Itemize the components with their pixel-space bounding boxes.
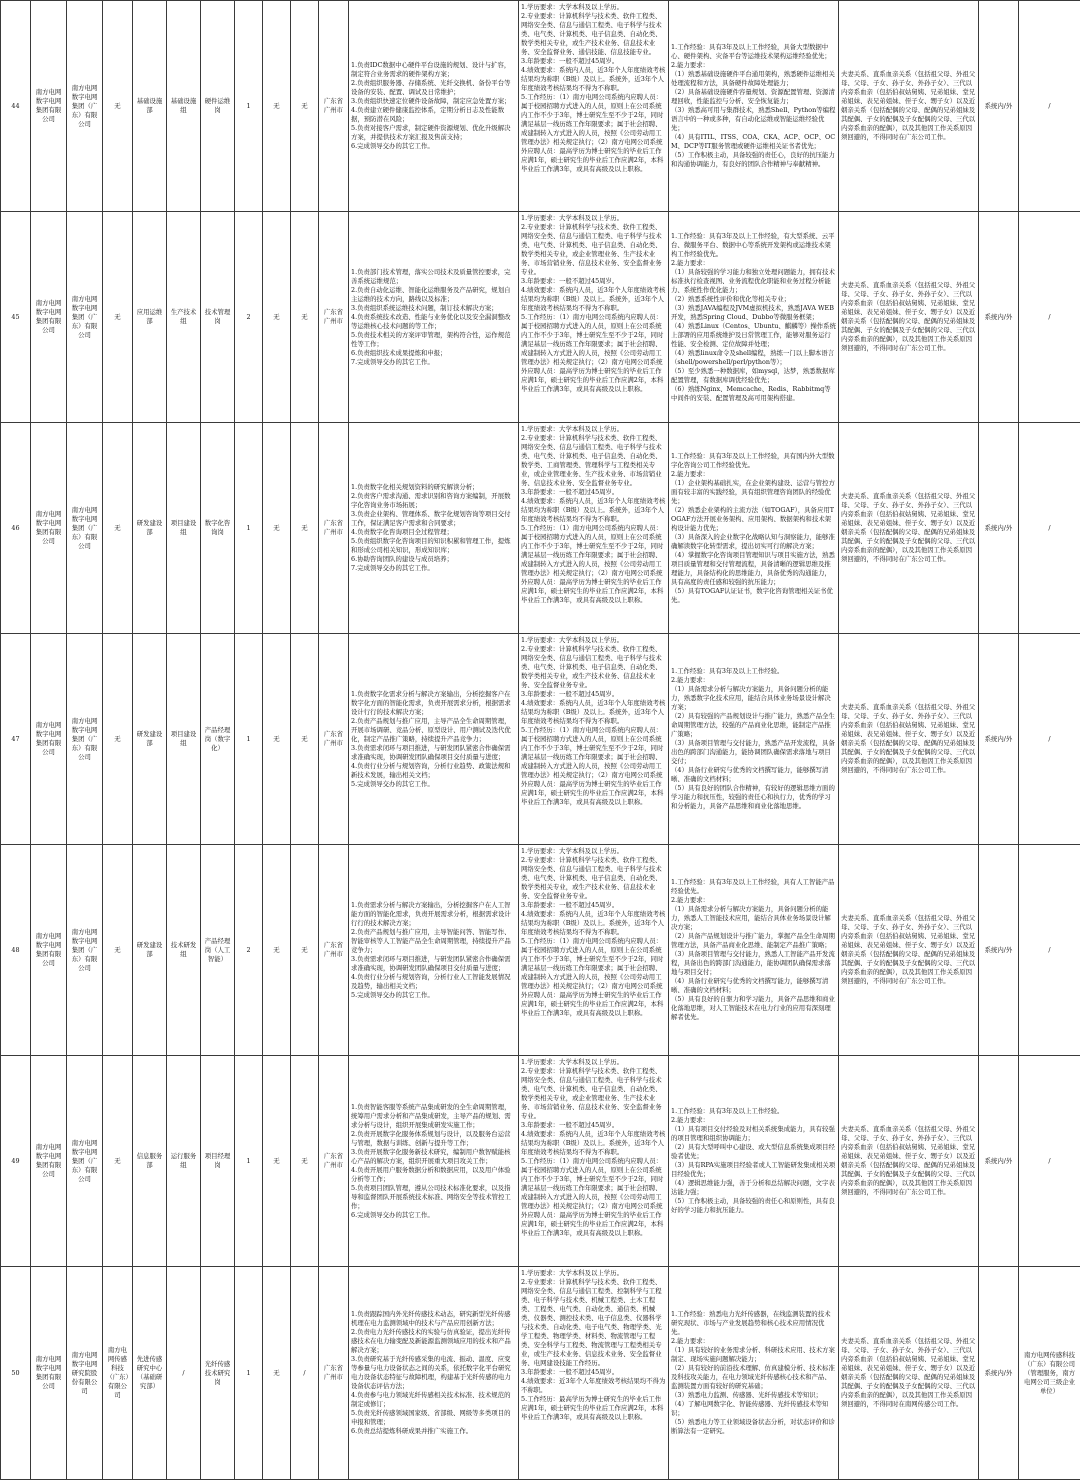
relation-cell: 夫妻关系、直系血亲关系（包括祖父母、外祖父母、父母、子女、孙子女、外孙子女）、三代以内旁系血亲（包括伯叔姑舅姨、兄弟姐妹、堂兄弟姐妹、表兄弟姐妹、侄子女、甥子女）以及近姻亲关系（包括配偶的父母、配偶的兄弟姐妹及其配偶、子女的配偶及子女配偶的父母、三代以内旁系血亲的配偶），以及其他因工作关系原因须回避的，不得同时在广东公司工作。 [839, 1, 979, 212]
field-b-cell: 无 [291, 1, 319, 212]
headcount-cell: 1 [235, 423, 263, 634]
row-number: 50 [1, 1267, 31, 1480]
table-row [1, 845, 1080, 1056]
row-number: 47 [1, 634, 31, 845]
field-b-cell: 无 [291, 212, 319, 423]
scope-cell: 系统内/外 [979, 1267, 1019, 1480]
relation-cell: 夫妻关系、直系血亲关系（包括祖父母、外祖父母、父母、子女、孙子女、外孙子女）、三代以内旁系血亲（包括伯叔姑舅姨、兄弟姐妹、堂兄弟姐妹、表兄弟姐妹、侄子女、甥子女）以及近姻亲关系（包括配偶的父母、配偶的兄弟姐妹及其配偶、子女的配偶及子女配偶的父母、三代以内旁系血亲的配偶），以及其他因工作关系原因须回避的，不得同时在广东公司工作。 [839, 1056, 979, 1267]
duty-cell: 1.负责数字化相关规划资料的研究解读分析； 2.负责客户需求沟通、需求识别和咨询方案编制，开展数字化咨询业务市场拓展； 3.负责企业架构、管理体系、数字化规划咨询等项目交付工作，保证满足客户需求和合同要求； 4.负责数字化咨询项目全过程管理； 5.负责组织数字化咨询项目的知识积累和管理工作，提炼和形成公司相关知识，形成知识库； 6.协助咨询团队的建设与成员培养； 7.完成领导交办的其它工作。 [349, 423, 519, 634]
group-cell: 项目建设组 [167, 423, 201, 634]
field-a-cell: 无 [263, 634, 291, 845]
company-cell: 南方电网数字电网集团有限公司 [31, 1, 67, 212]
experience-cell: 1.工作经验：具有3年及以上工作经验。 2.能力要求： （1）具有项目交付经验及对相关系统集成能力，具有较强的项目管理和组织协调能力； （2）具有大型呼叫中心建设、或大型信息系统集成项目经验者优先； （3）具有RPA实施项目经验者或人工智能研发集成相关项目经验优先； （4）逻辑思维能力强，善于分析和总结解决问题，文字表达能力强； （5）工作积极主动，具备较强的责任心和原则性，具有良好的学习能力和抗压能力。 [669, 1056, 839, 1267]
requirements-cell: 1.学历要求：大学本科及以上学历。 2.专业要求：计算机科学与技术类、软件工程类、网络安全类、信息与通信工程类、电子科学与技术类、电气类、计算机类、电子信息类、自动化类、数学类相关专业，或生产技术业务、信息技术业务、安全监督业务专业。 3.年龄要求：一般不超过45周岁。 4.绩效要求：系统内人员，近3年个人年度绩效考核结果均为称职（B级）及以上。系统外，近3年个人年度绩效考核结果均不得为不称职。 5.工作经历：（1）南方电网公司系统内应聘人员：属于校园招聘方式进入的人员，原则上在公司系统内工作不少于3年，博士研究生至不少于2年，同时满足基层一线历练工作年限要求；属于社会招聘、成建制转入方式进入的人员，按照《公司劳动用工管理办法》相关规定执行；（2）南方电网公司系统外应聘人员：最高学历为博士研究生的毕业后工作应满1年，硕士研究生的毕业后工作应满2年，本科毕业后工作满3年，或具有高级及以上职称。 [519, 634, 669, 845]
requirements-cell: 1.学历要求：大学本科及以上学历。 2.专业要求：计算机科学与技术类、软件工程类、网络安全类、信息与通信工程类、控制科学与工程类、电子科学与技术类、机械工程类、土木工程类、工程类、电气类、自动化类、通信类、机械类、仪器类、测控技术类、电子信息类、仪器科学与技术类、自动化类、电子电气类、物理学类、光学工程类、物理学类、材料类、物流管理与工程类、安全科学与工程类、物流管理与工程类相关专业，或生产技术业务、信息技术业务、安全监督业务、电网建设技能工作经历。 3.年龄要求：一般不超过45周岁。 4.绩效要求：近3年个人年度绩效考核结果均不得为不称职。 5.工作经历：最高学历为博士研究生的毕业后工作应满1年，硕士研究生的毕业后工作应满2年，本科毕业后工作满3年，或具有高级及以上职称。 [519, 1267, 669, 1480]
department-cell: 研发建设部 [133, 634, 167, 845]
relation-cell: 夫妻关系、直系血亲关系（包括祖父母、外祖父母、父母、子女、孙子女、外孙子女）、三代以内旁系血亲（包括伯叔姑舅姨、兄弟姐妹、堂兄弟姐妹、表兄弟姐妹、侄子女、甥子女）以及近姻亲关系（包括配偶的父母、配偶的兄弟姐妹及其配偶、子女的配偶及子女配偶的父母、三代以内旁系血亲的配偶），以及其他因工作关系原因须回避的，不得同时在广东公司工作。 [839, 423, 979, 634]
unit-cell: 南方电网数字电网集团（广东）有限公司 [67, 634, 103, 845]
note-cell: / [1019, 1, 1080, 212]
experience-cell: 1.工作经验：熟悉电力光纤传感器，在线监测装置的技术研究现状、市场与产业发展趋势和核心技术应用情况优先。 2.能力要求： （1）具有较好的业务需求分析、科研技术应用、技术方案制定、现场实施问题解决能力； （2）具有较好的前沿技术理解、仿真建模分析、技术标准及科技攻关能力，在电力领域光纤传感核心技术和产品、监测装置方面有较好的研究基础； （3）熟悉电力监测、传感器、光纤传感技术等知识； （4）了解电网数字化、智能传感器、光纤传感技术等知识； （5）熟悉电力等工业领域设备状态分析，对状态评价和诊断算法有一定研究。 [669, 1267, 839, 1480]
field-b-cell: 无 [291, 423, 319, 634]
sub-unit-cell: 无 [103, 634, 133, 845]
post-cell: 硬件运维岗 [201, 1, 235, 212]
department-cell: 研发建设部 [133, 845, 167, 1056]
note-cell: 南方电网传感科技（广东）有限公司（管理服务，南方电网公司三级企业单位） [1019, 1267, 1080, 1480]
field-a-cell: 无 [263, 212, 291, 423]
duty-cell: 1.负责数字化需求分析与解决方案输出，分析挖掘客户在数字化方面的智能化需求，负责开展需求分析，根据需求设计行行的技术解决方案； 2.负责产品规划与推广应用，主导产品全生命周期管理，开展市场调研、竞品分析、原型设计、用户测试及迭代优化，制定产品推广策略，持续提升产品竞争力； 3.负责需求闭环与项目推进，与研发团队紧密合作确保需求准确实现，协调研发团队确保项目交付质量与进度； 4.负责行业分析与规划咨询，分析行业趋势、政策法规和新技术发展，输出相关文档； 5.完成领导交办的其它工作。 [349, 634, 519, 845]
experience-cell: 1.工作经验：具有3年及以上工作经验，具备大型数据中心、硬件架构、灾备平台等运维技术架构运维经验优先； 2.能力要求： （1）熟悉基础设施硬件平台通用架构，熟悉硬件运维相关处理流程和方法，具备硬件故障处理能力； （2）具备基础设施硬件容量规划、资源配置管理、资源清理回收，性能监控与分析、安全恢复能力； （3）熟悉高可用与集群技术，熟悉Shell、Python等编程语言中的一种或多种，有自动化运维或智能运维经验优先； （4）具有ITIL、ITSS、COA、CKA、ACP、OCP、OCM、DCP等IT服务管理或硬件运维相关证书者优先； （5）工作积极主动，具备较强的责任心，良好的抗压能力和沟通协调能力，有良好的团队合作精神与奉献精神。 [669, 1, 839, 212]
company-cell: 南方电网数字电网集团有限公司 [31, 423, 67, 634]
requirements-cell: 1.学历要求：大学本科及以上学历。 2.专业要求：计算机科学与技术类、软件工程类、网络安全类、信息与通信工程类、电子科学与技术类、电气类、计算机类、电子信息类、自动化类、数学类相关专业，或生产技术业务、信息技术业务、安全监督业务、通信技能、信息技能专业。 3.年龄要求：一般不超过45周岁。 4.绩效要求：系统内人员，近3年个人年度绩效考核结果均为称职（B级）及以上。系统外，近3年个人年度绩效考核结果均不得为不称职。 5.工作经历：（1）南方电网公司系统内应聘人员：属于校园招聘方式进入的人员，原则上在公司系统内工作不少于3年，博士研究生至不少于2年，同时满足基层一线历练工作年限要求；属于社会招聘、成建制转入方式进入的人员，按照《公司劳动用工管理办法》相关规定执行；（2）南方电网公司系统外应聘人员：最高学历为博士研究生的毕业后工作应满1年，硕士研究生的毕业后工作应满2年，本科毕业后工作满3年，或具有高级及以上职称。 [519, 1, 669, 212]
duty-cell: 1.负责IDC数据中心硬件平台设施的规划、设计与扩容，制定符合业务需求的硬件架构方案； 2.负责组织服务器、存储系统、光纤交换机、备份平台等设备的安装、配置、调试及日常维护； 3.负责组织快速定位硬件设备故障，制定应急处置方案； 4.负责建立硬件健康监控体系，定期分析日志及性能数据，预防潜在风险； 5.负责对接客户需求，制定硬件资源规划、优化升级解决方案，并提供技术方案汇报及售前支持； 6.完成领导交办的其它工作。 [349, 1, 519, 212]
table-row [1, 212, 1080, 423]
group-cell: 生产技术组 [167, 212, 201, 423]
note-cell: / [1019, 845, 1080, 1056]
relation-cell: 夫妻关系、直系血亲关系（包括祖父母、外祖父母、父母、子女、孙子女、外孙子女）、三代以内旁系血亲（包括伯叔姑舅姨、兄弟姐妹、堂兄弟姐妹、表兄弟姐妹、侄子女、甥子女）以及近姻亲关系（包括配偶的父母、配偶的兄弟姐妹及其配偶、子女的配偶及子女配偶的父母、三代以内旁系血亲的配偶），以及其他因工作关系原因须回避的，不得同时在广东公司工作。 [839, 845, 979, 1056]
sub-unit-cell: 无 [103, 1, 133, 212]
field-b-cell: 无 [291, 634, 319, 845]
unit-cell: 南方电网数字电网集团（广东）有限公司 [67, 845, 103, 1056]
scope-cell: 系统内/外 [979, 845, 1019, 1056]
row-number: 48 [1, 845, 31, 1056]
requirements-cell: 1.学历要求：大学本科及以上学历。 2.专业要求：计算机科学与技术类、软件工程类、网络安全类、信息与通信工程类、电子科学与技术类、电气类、计算机类、电子信息类、自动化类、数学类相关专业，或企业管理业务、生产技术业务、市场营销业务、信息技术业务、安全监督业务专业。 3.年龄要求：一般不超过45周岁。 4.绩效要求：系统内人员，近3年个人年度绩效考核结果均为称职（B级）及以上。系统外，近3年个人年度绩效考核结果均不得为不称职。 5.工作经历：（1）南方电网公司系统内应聘人员：属于校园招聘方式进入的人员，原则上在公司系统内工作不少于3年，博士研究生至不少于2年，同时满足基层一线历练工作年限要求；属于社会招聘、成建制转入方式进入的人员，按照《公司劳动用工管理办法》相关规定执行；（2）南方电网公司系统外应聘人员：最高学历为博士研究生的毕业后工作应满1年，硕士研究生的毕业后工作应满2年，本科毕业后工作满3年，或具有高级及以上职称。 [519, 1056, 669, 1267]
relation-cell: 夫妻关系、直系血亲关系（包括祖父母、外祖父母、父母、子女、孙子女、外孙子女）、三代以内旁系血亲（包括伯叔姑舅姨、兄弟姐妹、堂兄弟姐妹、表兄弟姐妹、侄子女、甥子女）以及近姻亲关系（包括配偶的父母、配偶的兄弟姐妹及其配偶、子女的配偶及子女配偶的父母、三代以内旁系血亲的配偶），以及其他因工作关系原因须回避的，不得同时在南网传感公司工作。 [839, 1267, 979, 1480]
department-cell: 应用运维部 [133, 212, 167, 423]
headcount-cell: 1 [235, 1, 263, 212]
requirements-cell: 1.学历要求：大学本科及以上学历。 2.专业要求：计算机科学与技术类、软件工程类、网络安全类、信息与通信工程类、电子科学与技术类、电气类、计算机类、电子信息类、自动化类、数学类、工商管理类、管理科学与工程类相关专业，或企业管理业务、生产技术业务、市场营销业务、信息技术业务、安全监督业务专业。 3.年龄要求：一般不超过45周岁。 4.绩效要求：系统内人员，近3年个人年度绩效考核结果均为称职（B级）及以上。系统外，近3年个人年度绩效考核结果均不得为不称职。 5.工作经历：（1）南方电网公司系统内应聘人员：属于校园招聘方式进入的人员，原则上在公司系统内工作不少于3年，博士研究生至不少于2年，同时满足基层一线历练工作年限要求；属于社会招聘、成建制转入方式进入的人员，按照《公司劳动用工管理办法》相关规定执行；（2）南方电网公司系统外应聘人员：最高学历为博士研究生的毕业后工作应满1年，硕士研究生的毕业后工作应满2年，本科毕业后工作满3年，或具有高级及以上职称。 [519, 423, 669, 634]
department-cell: 先进传感研究中心（基础研究部） [133, 1267, 167, 1480]
group-cell: 技术研发组 [167, 845, 201, 1056]
department-cell: 研发建设部 [133, 423, 167, 634]
post-cell: 数字化咨询岗 [201, 423, 235, 634]
unit-cell: 南方电网数字电网集团（广东）有限公司 [67, 212, 103, 423]
scope-cell: 系统内/外 [979, 1056, 1019, 1267]
location-cell: 广东省广州市 [319, 845, 349, 1056]
field-b-cell: 无 [291, 1056, 319, 1267]
group-cell: 项目建设组 [167, 634, 201, 845]
note-cell: / [1019, 423, 1080, 634]
sub-unit-cell: 无 [103, 423, 133, 634]
scope-cell: 系统内/外 [979, 1, 1019, 212]
row-number: 49 [1, 1056, 31, 1267]
sub-unit-cell: 无 [103, 1056, 133, 1267]
row-number: 45 [1, 212, 31, 423]
note-cell: / [1019, 1056, 1080, 1267]
field-a-cell: 无 [263, 423, 291, 634]
location-cell: 广东省广州市 [319, 423, 349, 634]
experience-cell: 1.工作经验：具有3年及以上工作经验，有大型系统、云平台、微服务平台、数据中心等系统开发架构或运维技术架构工作经验优先。 2.能力要求： （1）具备较强的学习能力和独立处理问题能力，拥有技术标准执行检查视图、业务流程优化职能和业务过程分析能力、系统性作优化能力； （2）熟悉系统性评价和优化等相关专业； （3）熟悉JAVA编程及JVM虚拟机技术，熟悉JAVA WEB开发，熟悉Spring Cloud、Dubbo等微服务框架； （4）熟悉Linux（Centos、Ubuntu、麒麟等）操作系统上部署的应用系统维护及日常管理工作，能够对服务运行性能、安全检测、定位故障并处理； （4）熟悉linux命令及shell编程，熟练一门以上脚本语言（shell/powershell/perl/python等）； （5）至少熟悉一种数据库，如mysql，达梦，熟悉数据库配置管理，有数据库调优经验优先； （6）熟练Nginx、Memcache、Redis、Rabbitmq等中间件的安装、配置管理及高可用架构搭建。 [669, 212, 839, 423]
location-cell: 广东省广州市 [319, 634, 349, 845]
duty-cell: 1.负责部门技术管理，落实公司技术及质量管控要求，完善系统运维规范； 2.负责自动化运维、智能化运维服务及产品研究，规划自主运维的技术方向，路线以及标准； 3.负责组织系统运维技术问题，制订技术解决方案； 4.负责系统技术改造、性能与业务优化以及安全漏洞整改等运维核心技术问题的等工作； 5.负责技术相关的方案评审管理，架构符合性，运作规范性等工作； 6.负责组织技术成果提炼和申报； 7.完成领导交办的其它工作。 [349, 212, 519, 423]
duty-cell: 1.负责需求分析与解决方案输出，分析挖掘客户在人工智能方面的智能化需求，负责开展需求分析，根据需求设计行行的技术解决方案； 2.负责产品规划与推广应用，主导智能问答、智能写作、智能审核等人工智能产品全生命周期管理，持续提升产品竞争力； 3.负责需求闭环与项目推进，与研发团队紧密合作确保需求准确实现，协调研发团队确保项目交付质量与进度； 4.负责行业分析与规划咨询，分析行业人工智能发展情况及趋势，输出相关文档； 5.完成领导交办的其它工作。 [349, 845, 519, 1056]
note-cell: / [1019, 212, 1080, 423]
location-cell: 广东省广州市 [319, 1, 349, 212]
requirements-cell: 1.学历要求：大学本科及以上学历。 2.专业要求：计算机科学与技术类、软件工程类、网络安全类、信息与通信工程类、电子科学与技术类、电气类、计算机类、电子信息类、自动化类、数学类相关专业，或生产技术业务、信息技术业务、安全监督业务专业。 3.年龄要求：一般不超过45周岁。 4.绩效要求：系统内人员，近3年个人年度绩效考核结果均为称职（B级）及以上。系统外，近3年个人年度绩效考核结果均不得为不称职。 5.工作经历：（1）南方电网公司系统内应聘人员：属于校园招聘方式进入的人员，原则上在公司系统内工作不少于3年，博士研究生至不少于2年，同时满足基层一线历练工作年限要求；属于社会招聘、成建制转入方式进入的人员，按照《公司劳动用工管理办法》相关规定执行；（2）南方电网公司系统外应聘人员：最高学历为博士研究生的毕业后工作应满1年，硕士研究生的毕业后工作应满2年，本科毕业后工作满3年，或具有高级及以上职称。 [519, 845, 669, 1056]
location-cell: 广东省广州市 [319, 1267, 349, 1480]
location-cell: 广东省广州市 [319, 1056, 349, 1267]
headcount-cell: 2 [235, 845, 263, 1056]
company-cell: 南方电网数字电网集团有限公司 [31, 212, 67, 423]
row-number: 44 [1, 1, 31, 212]
field-a-cell: 无 [263, 845, 291, 1056]
scope-cell: 系统内/外 [979, 423, 1019, 634]
field-b-cell: / [291, 1267, 319, 1480]
company-cell: 南方电网数字电网集团有限公司 [31, 1267, 67, 1480]
department-cell: 信息服务部 [133, 1056, 167, 1267]
group-cell: 运行服务组 [167, 1056, 201, 1267]
sub-unit-cell: 无 [103, 845, 133, 1056]
unit-cell: 南方电网数字电网集团（广东）有限公司 [67, 1, 103, 212]
sub-unit-cell: 无 [103, 212, 133, 423]
headcount-cell: 1 [235, 1267, 263, 1480]
post-cell: 产品经理岗（数字化） [201, 634, 235, 845]
company-cell: 南方电网数字电网集团有限公司 [31, 1056, 67, 1267]
post-cell: 技术管理岗 [201, 212, 235, 423]
post-cell: 产品经理岗（人工智能） [201, 845, 235, 1056]
experience-cell: 1.工作经验：具有3年及以上工作经验，具有人工智能产品经验优先。 2.能力要求： （1）具备需求分析与解决方案能力，具备问题分析的能力，熟悉人工智能技术应用，能结合具体业务场景设计解决方案； （2）具备产品规划设计与推广能力，掌握产品全生命周期管理方法，具备产品商业化思维、能制定产品推广策略； （3）具备项目管理与交付能力，熟悉人工智能产品开发流程，具备出色的跨部门沟通能力，能协调团队确保需求落地与项目交付； （4）具备行业研究与优秀的文档撰写能力，能够撰写清晰、准确的文档材料； （5）具有良好的自驱力和学习能力，具备产品思维和商业化落地思维，对人工智能技术在电力行业的应用有深刻理解者优先。 [669, 845, 839, 1056]
company-cell: 南方电网数字电网集团有限公司 [31, 634, 67, 845]
row-number: 46 [1, 423, 31, 634]
field-a-cell: 无 [263, 1056, 291, 1267]
table-row [1, 634, 1080, 845]
field-b-cell: 无 [291, 845, 319, 1056]
duty-cell: 1.负责跟踪国内外光纤传感技术动态，研究新型光纤传感机理在电力监测领域中的技术与产品应用创新方法； 2.负责电力光纤传感技术的实验与仿真验证，提出光纤传感技术在电力输变配及新能源监测领域应用的技术和产品解决方案； 3.负责研究基于光纤传感采集的电流、振动、温度、应变等参量与电力设备状态之间的关系，依托数字化平台研究电力设备状态特征与故障机理，构建基于光纤传感的电力设备状态评估方法； 4.负责参与电力领域光纤传感相关技术标准、技术规范的制定或修订； 5.负责光纤传感领域国家级、省部级、网级等多类项目的申报和管理； 6.负责总结提炼科研成果并推广实施工作。 [349, 1267, 519, 1480]
scope-cell: 系统内/外 [979, 634, 1019, 845]
requirements-cell: 1.学历要求：大学本科及以上学历。 2.专业要求：计算机科学与技术类、软件工程类、网络安全类、信息与通信工程类、电子科学与技术类、电气类、计算机类、电子信息类、自动化类、数学类相关专业，或企业管理业务、生产技术业务、市场营销业务、信息技术业务、安全监督业务专业。 3.年龄要求：一般不超过45周岁。 4.绩效要求：系统内人员，近3年个人年度绩效考核结果均为称职（B级）及以上。系统外，近3年个人年度绩效考核结果均不得为不称职。 5.工作经历：（1）南方电网公司系统内应聘人员：属于校园招聘方式进入的人员，原则上在公司系统内工作不少于3年，博士研究生至不少于2年，同时满足基层一线历练工作年限要求；属于社会招聘、成建制转入方式进入的人员，按照《公司劳动用工管理办法》相关规定执行；（2）南方电网公司系统外应聘人员：最高学历为博士研究生的毕业后工作应满1年，硕士研究生的毕业后工作应满2年，本科毕业后工作满3年，或具有高级及以上职称。 [519, 212, 669, 423]
field-a-cell: 无 [263, 1267, 291, 1480]
table-row [1, 1056, 1080, 1267]
relation-cell: 夫妻关系、直系血亲关系（包括祖父母、外祖父母、父母、子女、孙子女、外孙子女）、三代以内旁系血亲（包括伯叔姑舅姨、兄弟姐妹、堂兄弟姐妹、表兄弟姐妹、侄子女、甥子女）以及近姻亲关系（包括配偶的父母、配偶的兄弟姐妹及其配偶、子女的配偶及子女配偶的父母、三代以内旁系血亲的配偶），以及其他因工作关系原因须回避的，不得同时在广东公司工作。 [839, 212, 979, 423]
field-a-cell: 无 [263, 1, 291, 212]
relation-cell: 夫妻关系、直系血亲关系（包括祖父母、外祖父母、父母、子女、孙子女、外孙子女）、三代以内旁系血亲（包括伯叔姑舅姨、兄弟姐妹、堂兄弟姐妹、表兄弟姐妹、侄子女、甥子女）以及近姻亲关系（包括配偶的父母、配偶的兄弟姐妹及其配偶、子女的配偶及子女配偶的父母、三代以内旁系血亲的配偶），以及其他因工作关系原因须回避的，不得同时在广东公司工作。 [839, 634, 979, 845]
table-row [1, 1267, 1080, 1480]
headcount-cell: 2 [235, 212, 263, 423]
table-row [1, 423, 1080, 634]
post-cell: 光纤传感技术研究岗 [201, 1267, 235, 1480]
unit-cell: 南方电网数字电网集团（广东）有限公司 [67, 1056, 103, 1267]
unit-cell: 南方电网数字电网研究院股份有限公司 [67, 1267, 103, 1480]
note-cell: / [1019, 634, 1080, 845]
unit-cell: 南方电网数字电网集团（广东）有限公司 [67, 423, 103, 634]
group-cell: 基础设施组 [167, 1, 201, 212]
scope-cell: 系统内/外 [979, 212, 1019, 423]
experience-cell: 1.工作经验：具有3年及以上工作经验，具有国内外大型数字化咨询公司工作经验优先。 2.能力要求： （1）企业架构基础扎实，在企业架构建设、运营与管控方面有较丰富的实践经验，具有组织管理咨询团队的经验优先； （2）熟悉企业架构的主流方法（如TOGAF），具备应用TOGAF方法开展业务架构、应用架构、数据架构和技术架构设计能力优先； （3）具备深入的企业数字化战略认知与洞察能力，能够准确解读数字化转型需求，提出切实可行的解决方案； （4）掌握数字化咨询项目管理知识与项目实施方法，熟悉项目质量管理和交付管理流程，具备清晰的逻辑思维及推理能力，具备结构化的思维能力，具备优秀的沟通能力，具有高度的责任感和较强的抗压能力； （5）具有TOGAF认证证书，数字化咨询管理相关证书优先。 [669, 423, 839, 634]
duty-cell: 1.负责智能客服等系统产品集成研发的全生命周期管理，统筹用户需求分析和产品集成研发，主导产品的规划、需求分析与设计，组织开展集成研发实施工作； 2.负责开展数字化服务体系规划与设计，以及服务台运营与管理，数据与训练、创新与提升等工作； 3.负责开展数字化服务新技术研究，编制用户数智赋能核心产品的解决方案，组织开展重大项目攻关工作； 4.负责开展用户服务数据分析和数据应用，以及用户体验分析等工作； 5.负责项目团队管理，遵从公司技术标准化要求，以及指导和监督团队开展系统技术标准、网络安全等技术管控工作； 6.完成领导交办的其它工作。 [349, 1056, 519, 1267]
post-cell: 项目经理岗 [201, 1056, 235, 1267]
group-cell: / [167, 1267, 201, 1480]
location-cell: 广东省广州市 [319, 212, 349, 423]
sub-unit-cell: 南方电网传感科技（广东）有限公司 [103, 1267, 133, 1480]
headcount-cell: 1 [235, 634, 263, 845]
department-cell: 基础设施部 [133, 1, 167, 212]
experience-cell: 1.工作经验：具有3年及以上工作经验。 2.能力要求： （1）具备需求分析与解决方案能力，具备问题分析的能力，熟悉数字化技术应用，能结合具体业务场景设计解决方案； （2）具有较强的产品规划设计与推广能力，熟悉产品全生命周期管理方法，较强的产品商业化思维，能制定产品推广策略； （3）具备项目管理与交付能力，熟悉产品开发流程，具备出色的跨部门沟通能力，能协调团队确保需求落地与项目交付； （4）具备行业研究与优秀的文档撰写能力，能够撰写清晰、准确的文档材料； （5）具有良好的团队合作精神，有较好的逻辑思维方面的学习能力和抗压性，较强的责任心和执行力，优秀的学习和分析能力，具备产品思维和商业化落地思维。 [669, 634, 839, 845]
company-cell: 南方电网数字电网集团有限公司 [31, 845, 67, 1056]
table-row [1, 1, 1080, 212]
headcount-cell: 1 [235, 1056, 263, 1267]
